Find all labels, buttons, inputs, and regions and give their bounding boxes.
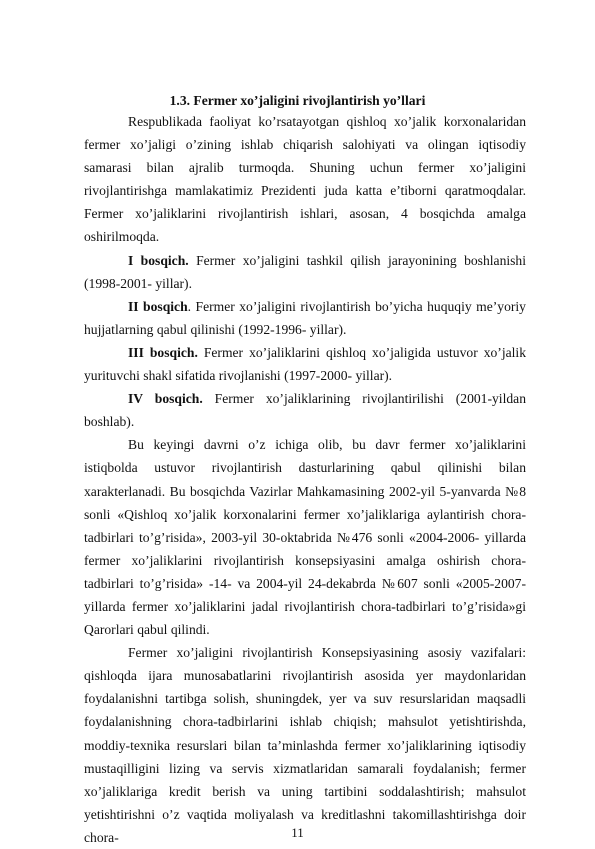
paragraph-text: Fermer xo’jaligini tashkil qilish jarayonining boshlanishi (1998-2001- yillar). <box>84 252 527 291</box>
paragraph-text: Fermer xo’jaliklarining rivojlantirilishi (2001-yildan boshlab). <box>84 391 526 430</box>
stage-label: III bosqich. <box>128 344 198 360</box>
paragraph-stage-1 <box>84 249 526 295</box>
paragraph-text: Respublikada faoliyat ko’rsatayotgan qishloq xo’jalik korxonalaridan fermer xo’jaligi o’zining ishlab chiqarish salohiyati va olingan iqtisodiy samarasi bilan ajralib turmoqda. Shuning uchun fermer xo’jaligini rivojlantirishga mamlakatimiz Prezidenti juda katta e’tiborni qaratmoqdalar. Fermer xo’jaliklarini rivojlantirish ishlari, asosan, 4 bosqichda amalga oshirilmoqda. <box>84 114 526 245</box>
paragraph-concept-tasks <box>84 641 526 849</box>
paragraph-text: Bu keyingi davrni o’z ichiga olib, bu davr fermer xo’jaliklarini istiqbolda ustuvor rivojlantirish dasturlarining qabul qilinishi bilan xarakterlanadi. Bu bosqichda Vazirlar Mahkamasining 2002-yil 5-yanvarda №8 sonli «Qishloq xo’jalik korxonalarini fermer xo’jaliklariga aylantirish chora-tadbirlari to’g’risida», 2003-yil 30-oktabrida №476 sonli «2004-2006- yillarda fermer xo’jaliklarini rivojlantirish konsepsiyasini amalga oshirish chora-tadbirlari to’g’risida» -14- va 2004-yil 24-dekabrda №607 sonli «2005-2007- yillarda fermer xo’jaliklarini jadal rivojlantirish chora-tadbirlari to’g’risida»gi Qarorlari qabul qilindi. <box>84 437 526 638</box>
paragraph-intro <box>84 110 526 249</box>
section-heading: 1.3. Fermer xo’jaligini rivojlantirish yo’llari <box>169 93 426 108</box>
stage-label: IV bosqich. <box>128 391 203 407</box>
stage-label: I bosqich. <box>128 252 189 268</box>
paragraph-text: Fermer xo’jaligini rivojlantirish Konsepsiyasining asosiy vazifalari: qishloqda ijara munosabatlarini rivojlantirish asosida yer maydonlaridan foydalanishni tartibga solish, shuningdek, yer va suv resurslaridan maqsadli foydalanishning chora-tadbirlarini ishlab chiqish; mahsulot yetishtirishda, moddiy-texnika resurslari bilan ta’minlashda fermer xo’jaliklarining iqtisodiy mustaqilligini lizing va servis xizmatlaridan samarali foydalanish; fermer xo’jaliklariga kredit berish va uning tartibini soddalashtirish; mahsulot yetishtirishni o’z vaqtida moliyalash va kreditlashni takomillashtirishga doir chora- <box>84 645 526 845</box>
stage-label: II bosqich <box>128 298 188 314</box>
paragraph-stage-2 <box>84 295 526 341</box>
body-text <box>84 110 526 849</box>
paragraph-text: . Fermer xo’jaligini rivojlantirish bo’yicha huquqiy me’yoriy hujjatlarning qabul qilinishi (1992-1996- yillar). <box>84 298 526 337</box>
paragraph-stage-3 <box>84 341 526 387</box>
page-number: 11 <box>291 825 304 840</box>
paragraph-stage-4 <box>84 387 526 433</box>
paragraph-decrees <box>84 433 526 641</box>
paragraph-text: Fermer xo’jaliklarini qishloq xo’jaligida ustuvor xo’jalik yurituvchi shakl sifatida rivojlanishi (1997-2000- yillar). <box>84 344 526 384</box>
